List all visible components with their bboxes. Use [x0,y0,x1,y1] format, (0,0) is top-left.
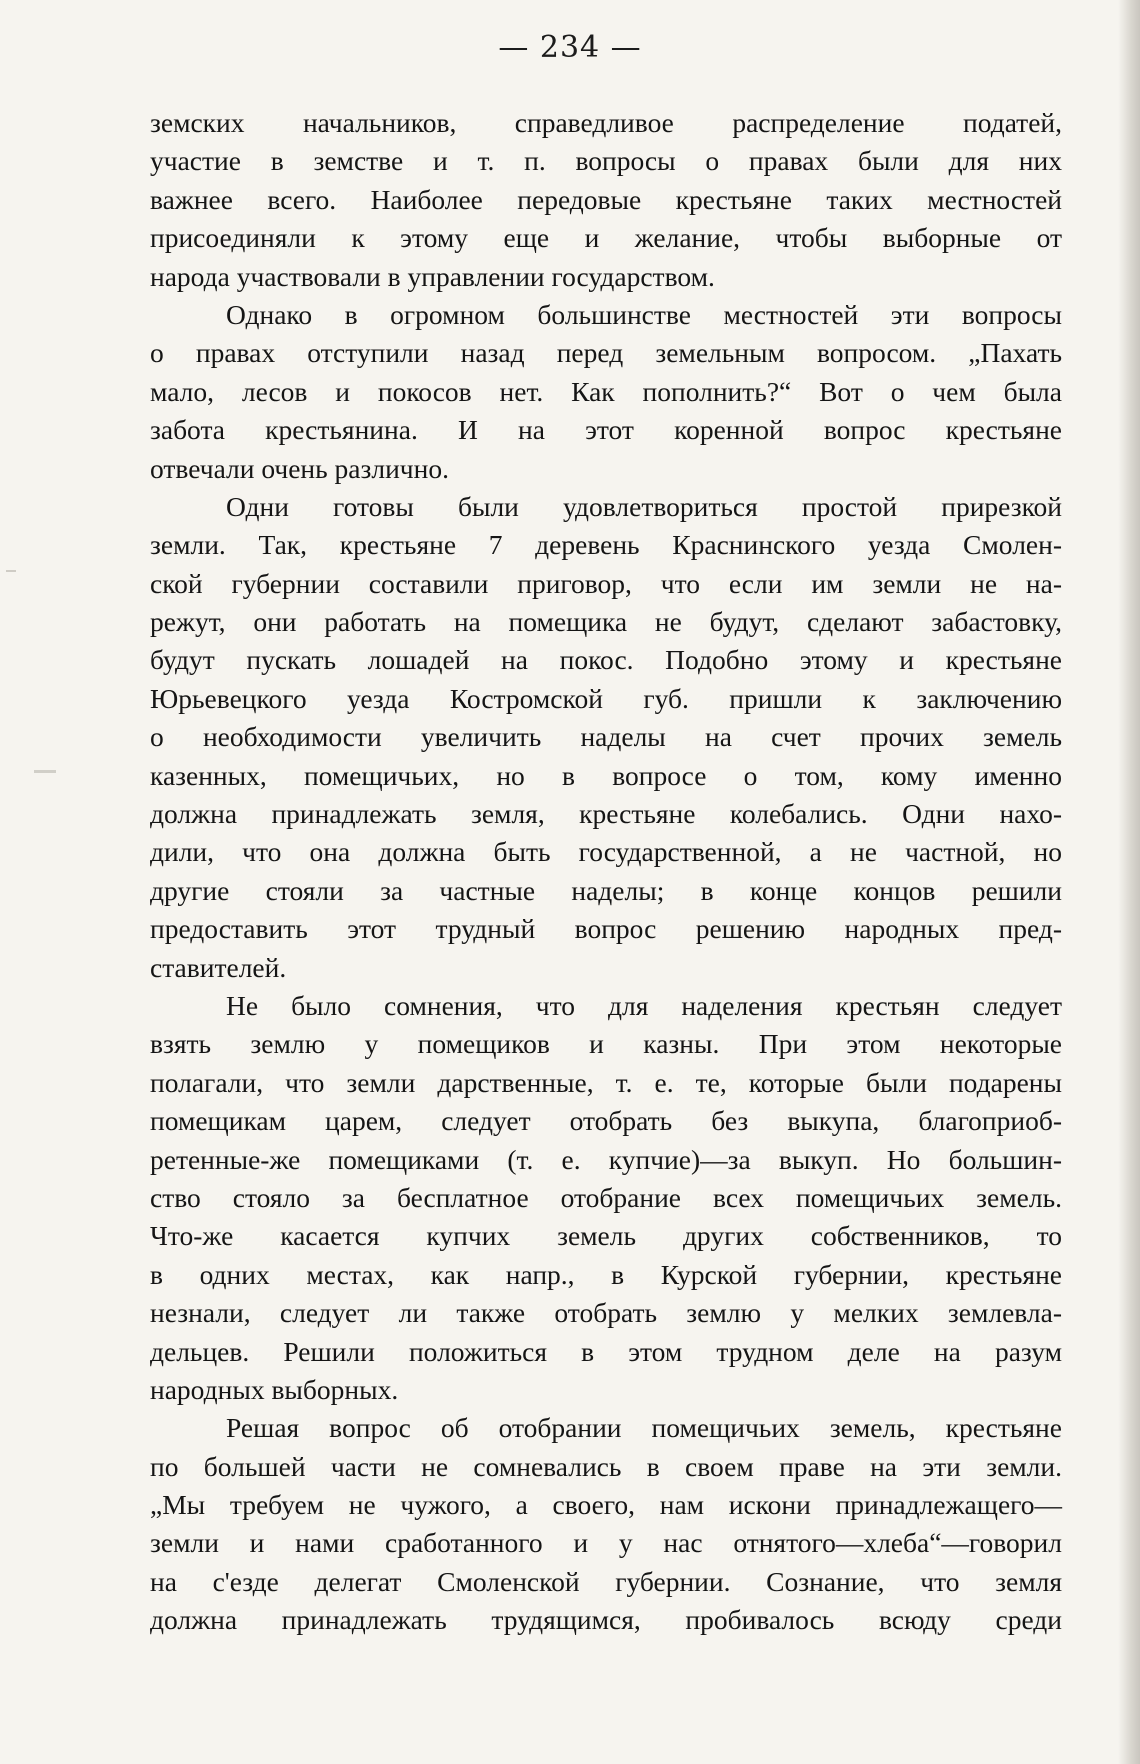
paragraph [150,296,1062,488]
text-line: земли. Так, крестьяне 7 деревень Краснинского уезда Смолен- [150,529,1062,561]
text-line: казенных, помещичьих, но в вопросе о том, кому именно [150,759,1062,791]
text-line: полагали, что земли дарственные, т. е. те, которые были подарены [150,1066,1062,1098]
text-line: на с'езде делегат Смоленской губернии. Сознание, что земля [150,1565,1062,1597]
text-line: Решая вопрос об отобрании помещичьих земель, крестьяне [226,1412,1062,1444]
text-line: Юрьевецкого уезда Костромской губ. пришли к заключению [150,682,1062,714]
text-line: о необходимости увеличить наделы на счет прочих земель [150,721,1062,753]
text-line: о правах отступили назад перед земельным вопросом. „Пахать [150,337,1062,369]
text-line: дили, что она должна быть государственной, а не частной, но [150,836,1062,868]
text-line: участие в земстве и т. п. вопросы о правах были для них [150,145,1062,177]
text-line: важнее всего. Наиболее передовые крестьяне таких местностей [150,183,1062,215]
text-line: земли и нами сработанного и у нас отнятого—хлеба“—говорил [150,1527,1062,1559]
text-line: незнали, следует ли также отобрать землю у мелких землевла- [150,1297,1062,1329]
text-line: по большей части не сомневались в своем праве на эти земли. [150,1450,1062,1482]
text-line: предоставить этот трудный вопрос решению народных пред- [150,913,1062,945]
text-line: должна принадлежать земля, крестьяне колебались. Одни нахо- [150,798,1062,830]
text-line: режут, они работать на помещика не будут, сделают забастовку, [150,606,1062,638]
paragraph [150,488,1062,987]
text-line: отвечали очень различно. [150,452,449,484]
text-line: ретенные-же помещиками (т. е. купчие)—за выкуп. Но большин- [150,1143,1062,1175]
text-line: ставителей. [150,951,287,983]
text-line: Что-же касается купчих земель других собственников, то [150,1220,1062,1252]
text-line: мало, лесов и покосов нет. Как пополнить?“ Вот о чем была [150,375,1062,407]
paragraph [150,987,1062,1409]
paragraph [150,104,1062,296]
text-line: ство стояло за бесплатное отобрание всех помещичьих земель. [150,1181,1062,1213]
scan-artifact [34,770,56,773]
text-line: дельцев. Решили положиться в этом трудном деле на разум [150,1335,1062,1367]
text-line: взять землю у помещиков и казны. При этом некоторые [150,1028,1062,1060]
text-line: Одни готовы были удовлетвориться простой прирезкой [226,490,1062,522]
page-edge-shadow [1118,0,1140,1764]
page-number: — 234 — [498,30,642,65]
text-line: ской губернии составили приговор, что если им земли не на- [150,567,1062,599]
text-line: Однако в огромном большинстве местностей эти вопросы [226,298,1062,330]
text-line: должна принадлежать трудящимся, пробивалось всюду среди [150,1604,1062,1636]
text-line: „Мы требуем не чужого, а своего, нам искони принадлежащего— [150,1489,1062,1521]
text-line: земских начальников, справедливое распределение податей, [150,107,1062,138]
text-line: забота крестьянина. И на этот коренной вопрос крестьяне [150,414,1062,446]
text-line: в одних местах, как напр., в Курской губернии, крестьяне [150,1258,1062,1290]
scan-artifact [6,570,16,572]
text-line: другие стояли за частные наделы; в конце концов решили [150,874,1062,906]
text-line: народа участвовали в управлении государством. [150,260,715,292]
text-line: Не было сомнения, что для наделения крестьян следует [226,989,1062,1021]
paragraph [150,1409,1062,1639]
text-line: народных выборных. [150,1373,399,1405]
text-line: будут пускать лошадей на покос. Подобно этому и крестьяне [150,644,1062,676]
text-line: помещикам царем, следует отобрать без выкупа, благоприоб- [150,1105,1062,1137]
text-line: присоединяли к этому еще и желание, чтобы выборные от [150,222,1062,254]
body-text [150,104,1062,1640]
